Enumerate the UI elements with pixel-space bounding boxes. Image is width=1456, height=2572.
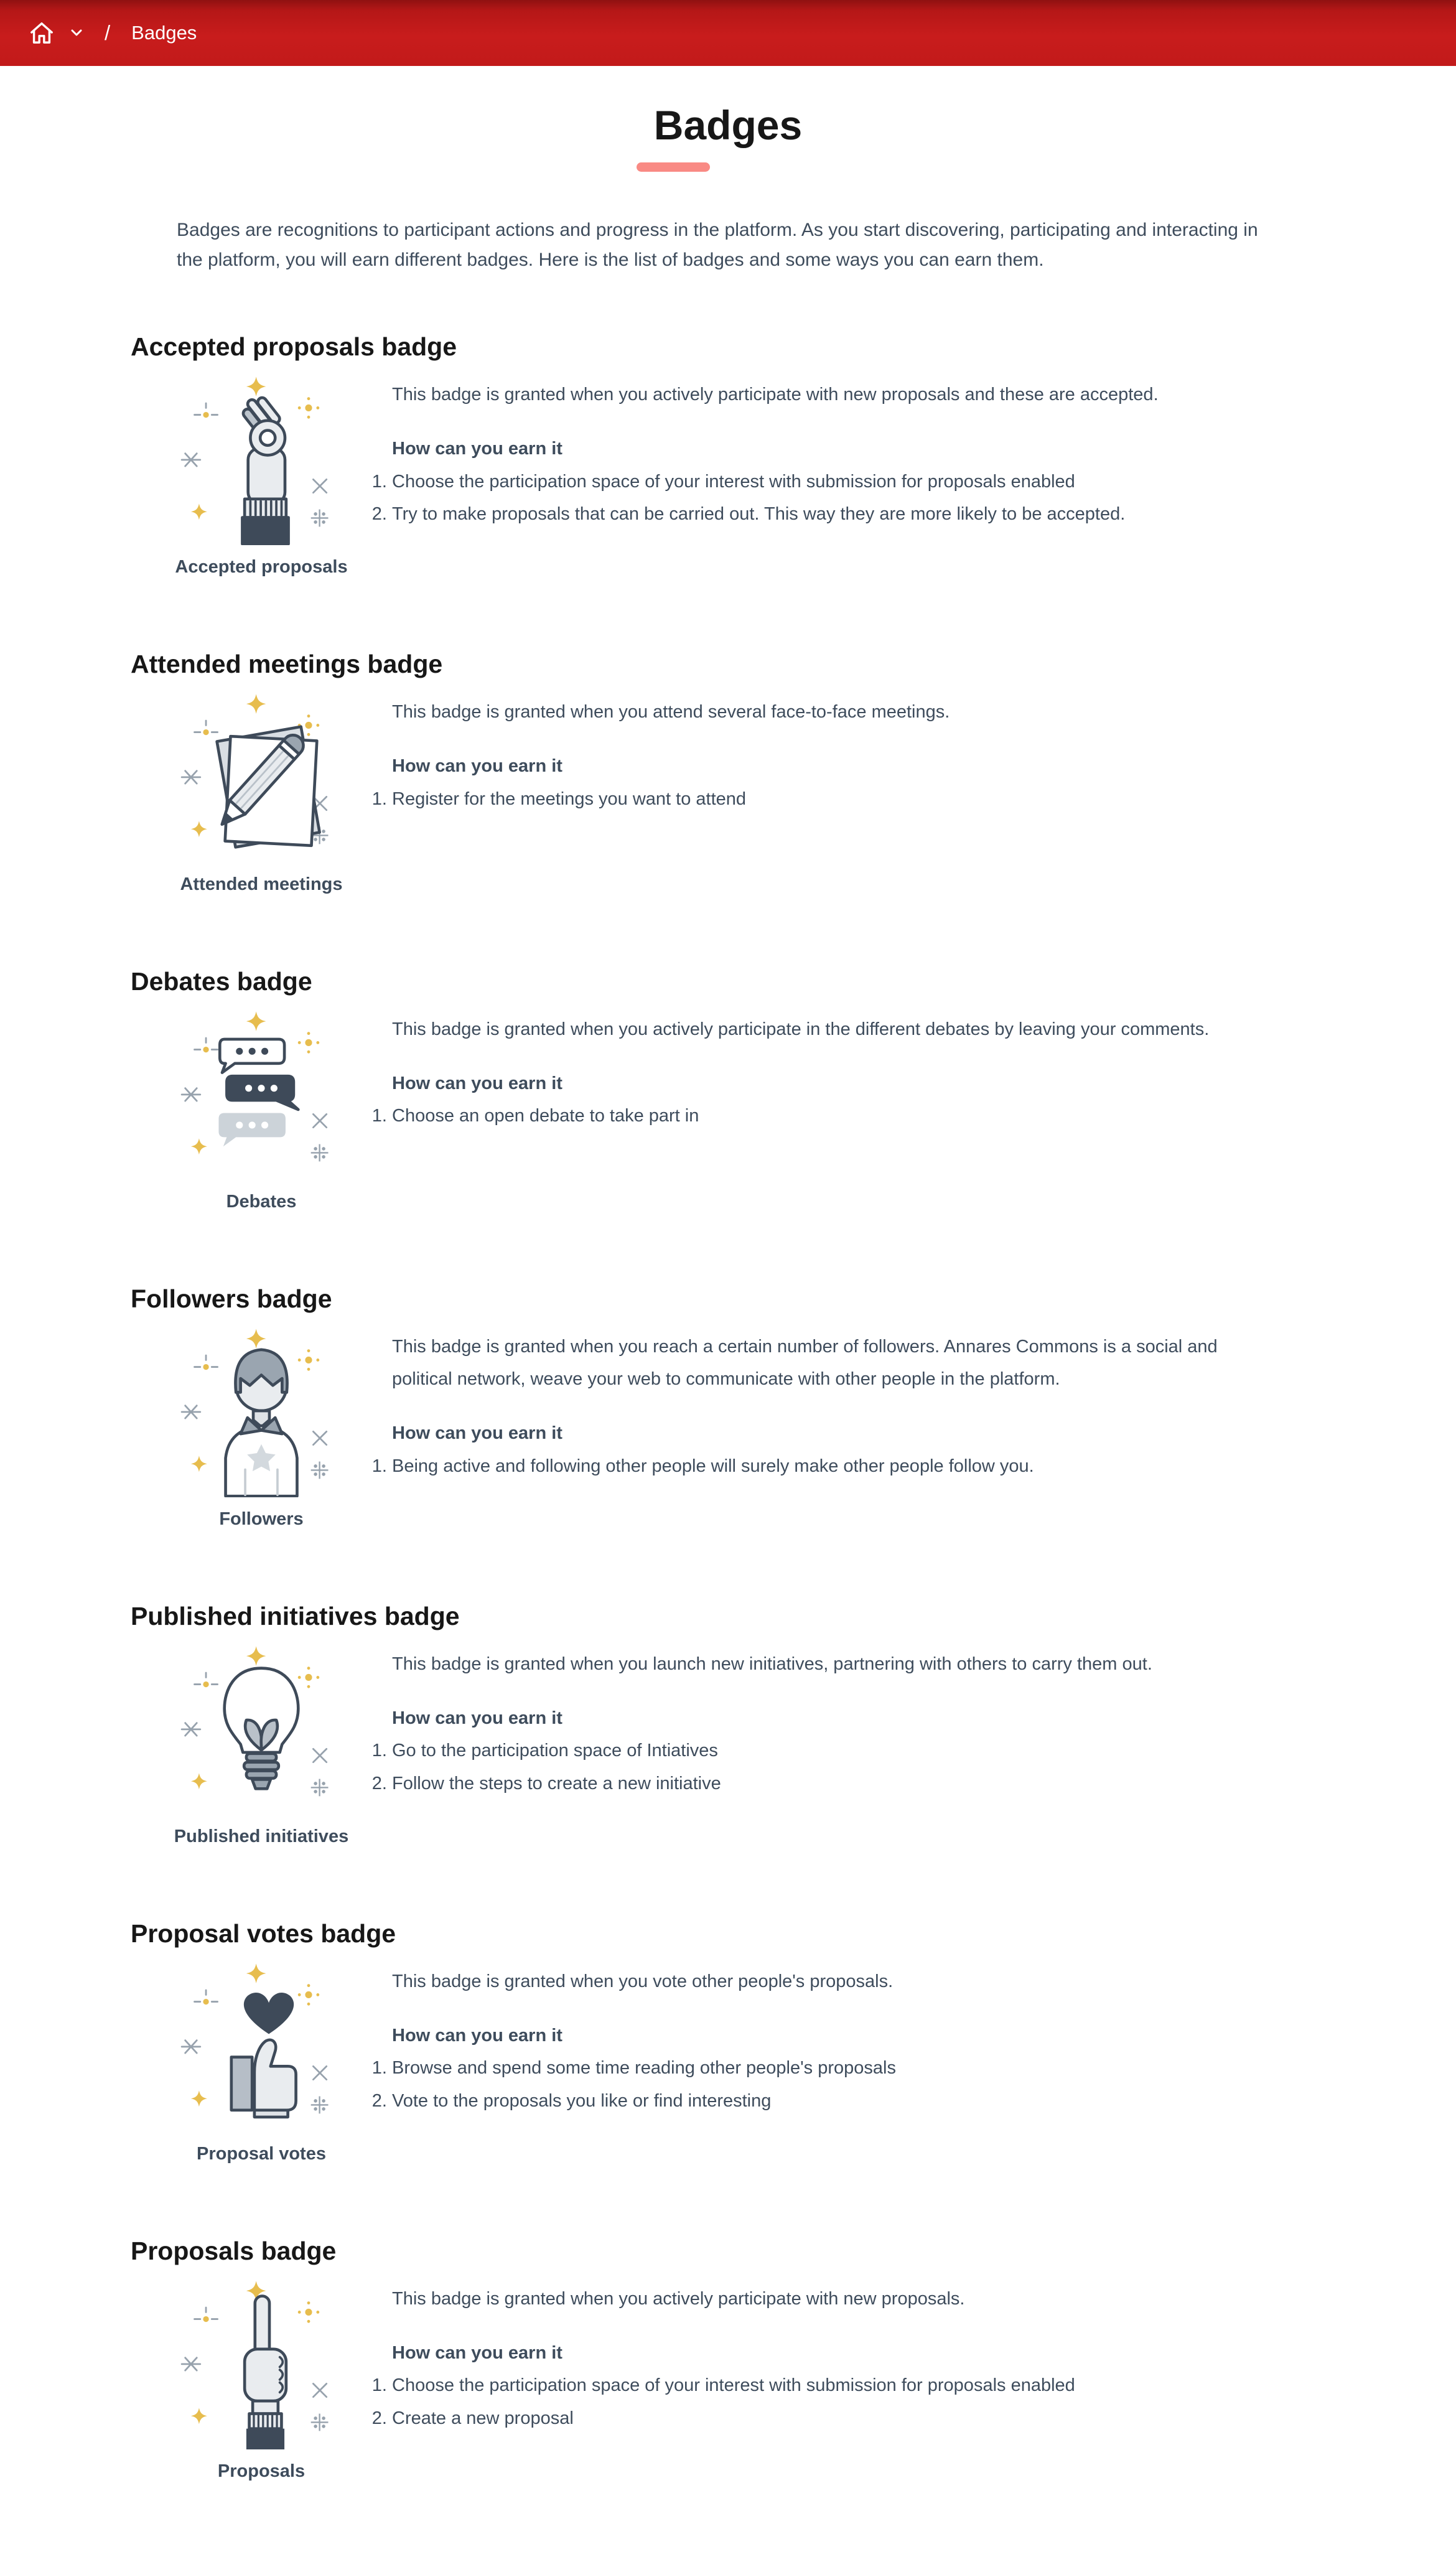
how-to-earn-heading: How can you earn it bbox=[392, 756, 562, 777]
page-intro: Badges are recognitions to participant actions and progress in the platform. As you start discovering, participating and interacting in the platform, you will earn different badges. Here is the list of badges and some ways you can earn them. bbox=[177, 220, 1258, 271]
how-to-earn-heading: How can you earn it bbox=[392, 1423, 562, 1444]
badges-list bbox=[131, 332, 1332, 2482]
badge-row bbox=[131, 690, 1332, 895]
home-icon bbox=[29, 20, 55, 46]
badge-body bbox=[392, 1642, 1220, 1800]
chevron-down-icon bbox=[71, 29, 82, 37]
badge-description: This badge is granted when you actively participate in the different debates by leaving your comments. bbox=[392, 1019, 1210, 1040]
badge-figure bbox=[131, 690, 392, 895]
badge-step: 1. Browse and spend some time reading other people's proposals bbox=[392, 2052, 1220, 2084]
badge-caption: Followers bbox=[219, 1509, 304, 1530]
badge-step: 1. Go to the participation space of Intiatives bbox=[392, 1734, 1220, 1767]
badge-section bbox=[131, 2237, 1332, 2482]
badge-section bbox=[131, 1602, 1332, 1847]
badge-body bbox=[392, 1324, 1220, 1482]
badge-steps-list bbox=[392, 2052, 1220, 2116]
badge-caption: Published initiatives bbox=[174, 1826, 349, 1847]
badge-heading: Attended meetings badge bbox=[131, 650, 443, 679]
badge-step: 2. Try to make proposals that can be carried out. This way they are more likely to be accepted. bbox=[392, 498, 1220, 530]
badge-step: 2. Vote to the proposals you like or find interesting bbox=[392, 2085, 1220, 2117]
home-link[interactable] bbox=[29, 20, 55, 46]
badge-row bbox=[131, 1642, 1332, 1847]
badge-section bbox=[131, 332, 1332, 578]
pointing-hand-icon bbox=[175, 2276, 348, 2449]
badge-description: This badge is granted when you reach a certain number of followers. Annares Commons is a social and political network, weave your web to communicate with other people in the platform. bbox=[392, 1337, 1218, 1390]
badge-steps-list bbox=[392, 1100, 1220, 1132]
badge-figure bbox=[131, 1007, 392, 1212]
badge-body bbox=[392, 690, 1220, 815]
badge-figure bbox=[131, 372, 392, 578]
badge-heading: Proposal votes badge bbox=[131, 1919, 396, 1948]
badge-caption: Proposals bbox=[217, 2461, 306, 2481]
title-underline-decoration bbox=[637, 162, 710, 172]
badge-heading: Debates badge bbox=[131, 967, 312, 996]
breadcrumb-current[interactable]: Badges bbox=[131, 22, 197, 44]
badge-figure bbox=[131, 1959, 392, 2164]
lightbulb-icon bbox=[175, 1642, 348, 1815]
badge-body bbox=[392, 1007, 1220, 1133]
badge-step: 2. Follow the steps to create a new initiative bbox=[392, 1767, 1220, 1800]
badge-caption: Accepted proposals bbox=[175, 557, 348, 578]
person-star-icon bbox=[175, 1324, 348, 1497]
how-to-earn-heading: How can you earn it bbox=[392, 1708, 562, 1729]
badge-steps-list bbox=[392, 2369, 1220, 2434]
badge-description: This badge is granted when you launch new initiatives, partnering with others to carry them out. bbox=[392, 1654, 1152, 1675]
breadcrumb-dropdown-toggle[interactable] bbox=[71, 29, 82, 37]
chat-bubbles-icon bbox=[175, 1007, 348, 1180]
badge-heading: Followers badge bbox=[131, 1284, 332, 1314]
badge-row bbox=[131, 1324, 1332, 1530]
breadcrumb-bar bbox=[0, 0, 1456, 66]
badge-description: This badge is granted when you vote other people's proposals. bbox=[392, 1971, 894, 1991]
badge-description: This badge is granted when you attend several face-to-face meetings. bbox=[392, 702, 950, 722]
how-to-earn-heading: How can you earn it bbox=[392, 1073, 562, 1094]
badge-caption: Proposal votes bbox=[197, 2144, 326, 2164]
badge-section bbox=[131, 1284, 1332, 1530]
page-title: Badges bbox=[653, 102, 803, 148]
badge-steps-list bbox=[392, 465, 1220, 530]
badge-caption: Attended meetings bbox=[180, 874, 343, 895]
badge-description: This badge is granted when you actively participate with new proposals and these are accepted. bbox=[392, 385, 1159, 405]
how-to-earn-heading: How can you earn it bbox=[392, 2026, 562, 2046]
how-to-earn-heading: How can you earn it bbox=[392, 439, 562, 459]
badge-body bbox=[392, 1959, 1220, 2117]
badge-step: 1. Choose the participation space of your interest with submission for proposals enabled bbox=[392, 465, 1220, 498]
how-to-earn-heading: How can you earn it bbox=[392, 2343, 562, 2364]
badge-figure bbox=[131, 2276, 392, 2482]
badge-step: 1. Choose an open debate to take part in bbox=[392, 1100, 1220, 1132]
badge-row bbox=[131, 372, 1332, 578]
badge-heading: Accepted proposals badge bbox=[131, 332, 457, 362]
main-content bbox=[0, 101, 1456, 2482]
badge-body bbox=[392, 2276, 1220, 2434]
thumbs-up-heart-icon bbox=[175, 1959, 348, 2132]
badge-row bbox=[131, 1007, 1332, 1212]
breadcrumb-separator: / bbox=[105, 21, 111, 44]
ok-hand-icon bbox=[175, 372, 348, 545]
badge-section bbox=[131, 967, 1332, 1212]
badge-steps-list bbox=[392, 1450, 1220, 1482]
badge-steps-list bbox=[392, 1734, 1220, 1799]
badge-caption: Debates bbox=[226, 1192, 297, 1212]
badge-heading: Proposals badge bbox=[131, 2237, 337, 2265]
badge-figure bbox=[131, 1642, 392, 1847]
badge-step: 1. Choose the participation space of your interest with submission for proposals enabled bbox=[392, 2369, 1220, 2401]
badge-steps-list bbox=[392, 783, 1220, 815]
badge-body bbox=[392, 372, 1220, 530]
badge-row bbox=[131, 2276, 1332, 2482]
badge-step: 1. Register for the meetings you want to attend bbox=[392, 783, 1220, 815]
paper-pencil-icon bbox=[175, 690, 348, 863]
badge-heading: Published initiatives badge bbox=[131, 1602, 460, 1631]
badge-section bbox=[131, 1919, 1332, 2164]
badge-row bbox=[131, 1959, 1332, 2164]
badge-step: 2. Create a new proposal bbox=[392, 2402, 1220, 2434]
badge-section bbox=[131, 650, 1332, 895]
badge-description: This badge is granted when you actively participate with new proposals. bbox=[392, 2288, 965, 2309]
badge-step: 1. Being active and following other people will surely make other people follow you. bbox=[392, 1450, 1220, 1482]
badge-figure bbox=[131, 1324, 392, 1530]
